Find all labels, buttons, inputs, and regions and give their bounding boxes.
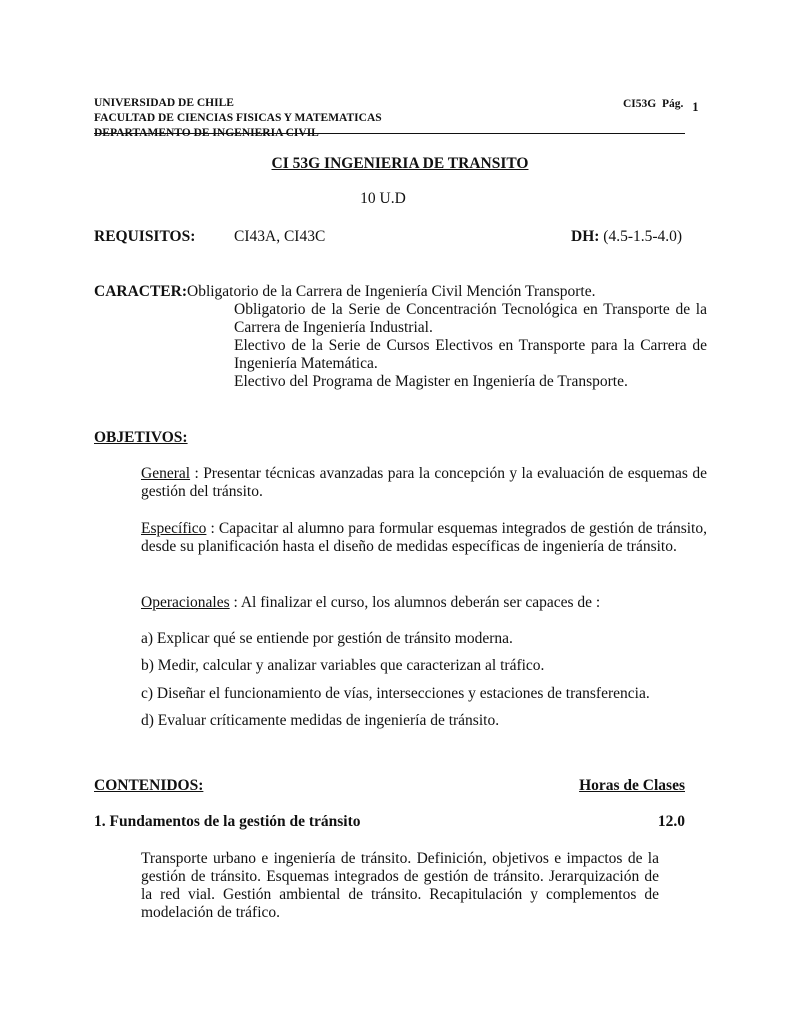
operacionales-label: Operacionales — [141, 594, 230, 611]
caracter-item: Obligatorio de la Serie de Concentración Tecnológica en Transporte de la Carrera de Ingeniería Industrial. — [234, 301, 707, 336]
course-units: 10 U.D — [360, 190, 406, 207]
caracter-item: Electivo del Programa de Magister en Ingeniería de Transporte. — [234, 373, 628, 390]
course-title: CI 53G INGENIERIA DE TRANSITO — [271, 155, 529, 172]
objetivo-especifico — [141, 520, 707, 556]
list-item: a) Explicar qué se entiende por gestión de tránsito moderna. — [141, 630, 513, 647]
university-name: UNIVERSIDAD DE CHILE — [94, 97, 234, 109]
dh-value: (4.5-1.5-4.0) — [603, 228, 683, 245]
page-number: 1 — [692, 100, 699, 114]
objetivo-operacionales — [141, 594, 707, 612]
operacionales-text: : Al finalizar el curso, los alumnos deberán ser capaces de : — [229, 594, 601, 611]
objetivo-general — [141, 465, 707, 501]
section-text: Transporte urbano e ingeniería de tránsito. Definición, objetivos e impactos de la gestión de tránsito. Esquemas integrados de gestión de tránsito. Jerarquización de la red vial. Gestión ambiental de tránsito. Recapitulación y complementos de modelación de tráfico. — [141, 850, 659, 921]
list-item: b) Medir, calcular y analizar variables que caracterizan al tráfico. — [141, 657, 545, 674]
caracter-item: Electivo de la Serie de Cursos Electivos en Transporte para la Carrera de Ingeniería Matemática. — [234, 337, 707, 372]
contenidos-heading: CONTENIDOS: — [94, 777, 204, 794]
section-title: 1. Fundamentos de la gestión de tránsito — [94, 813, 361, 830]
course-code: CI53G — [623, 98, 657, 110]
caracter-first: Obligatorio de la Carrera de Ingeniería Civil Mención Transporte. — [187, 283, 596, 300]
requisitos-label: REQUISITOS: — [94, 228, 196, 245]
page-label: Pág. — [661, 98, 684, 110]
dh-label: DH: — [571, 228, 600, 245]
requisitos-value: CI43A, CI43C — [234, 228, 326, 245]
department-name: DEPARTAMENTO DE INGENIERIA CIVIL — [94, 127, 319, 139]
section-hours: 12.0 — [657, 813, 685, 830]
general-text: : Presentar técnicas avanzadas para la concepción y la evaluación de esquemas de gestión del tránsito. — [141, 465, 707, 500]
header-rule — [94, 133, 685, 134]
list-item: c) Diseñar el funcionamiento de vías, intersecciones y estaciones de transferencia. — [141, 685, 650, 702]
caracter-first-line — [94, 283, 714, 301]
especifico-label: Específico — [141, 520, 207, 537]
institution-header — [94, 96, 382, 141]
caracter-label: CARACTER: — [94, 283, 187, 300]
general-label: General — [141, 465, 191, 482]
faculty-name: FACULTAD DE CIENCIAS FISICAS Y MATEMATICAS — [94, 112, 382, 124]
objetivos-heading: OBJETIVOS: — [94, 429, 188, 446]
especifico-text: : Capacitar al alumno para formular esquemas integrados de gestión de tránsito, desde su planificación hasta el diseño de medidas específicas de ingeniería de tránsito. — [141, 520, 707, 555]
hours-heading: Horas de Clases — [579, 777, 685, 794]
list-item: d) Evaluar críticamente medidas de ingeniería de tránsito. — [141, 712, 500, 729]
dh-field — [571, 228, 682, 246]
page-indicator — [623, 96, 699, 112]
